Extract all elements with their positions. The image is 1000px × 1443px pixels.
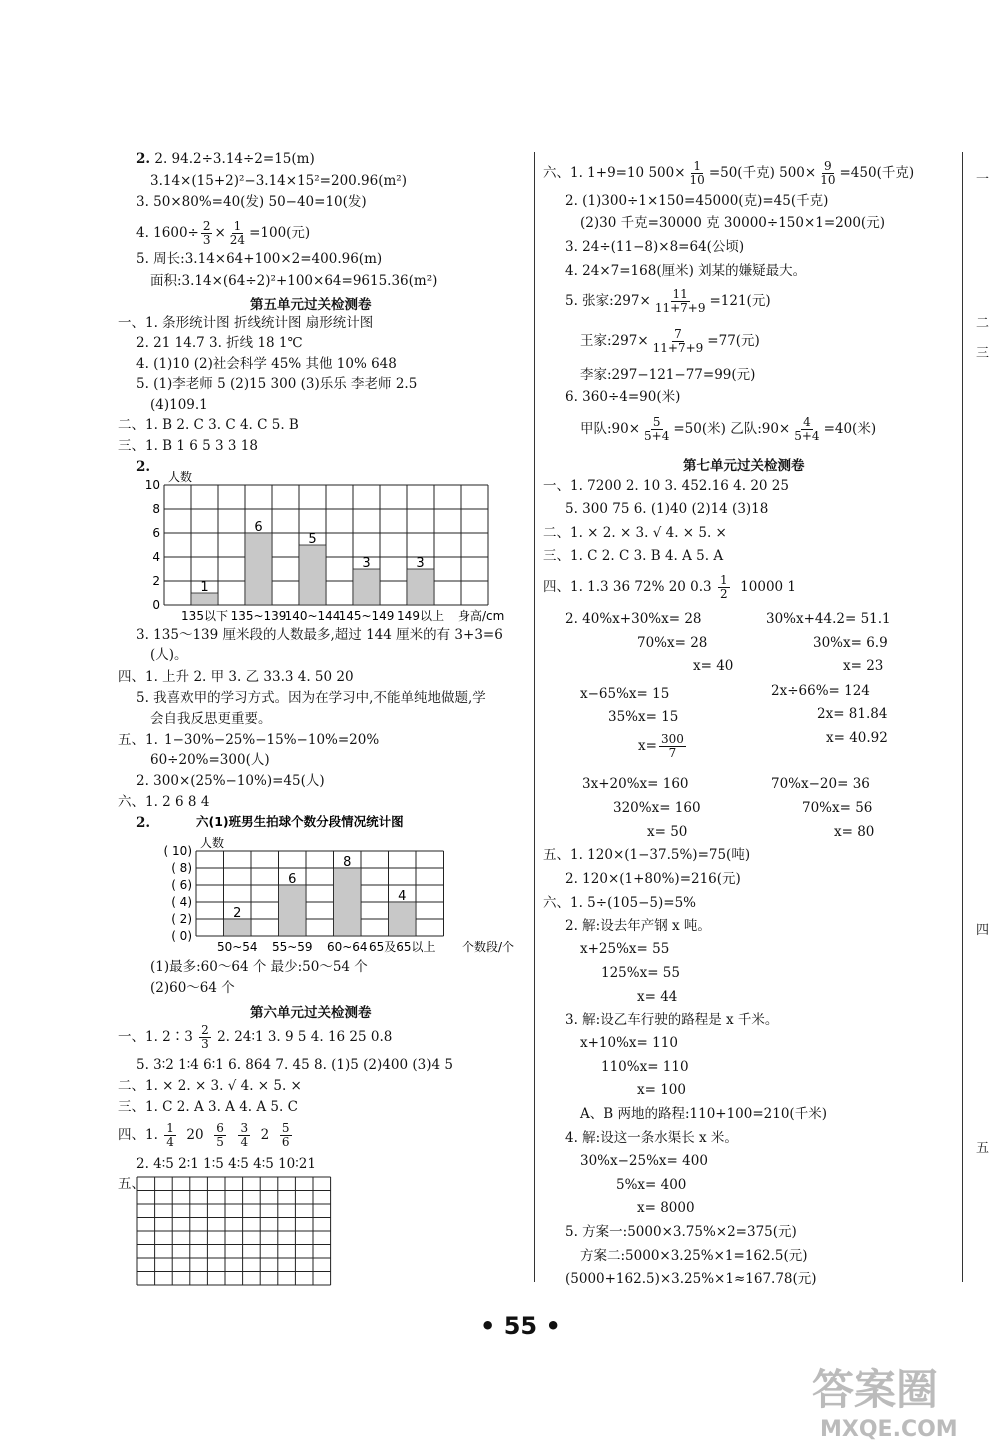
fraction: $\frac{4}{5+4}$ xyxy=(794,415,820,443)
bar xyxy=(407,569,434,605)
bar xyxy=(299,545,326,605)
answer-line: 4. (1)10 (2)社会科学 45% 其他 10% 648 xyxy=(136,356,397,372)
x-tick-label: 135~139 xyxy=(230,609,287,623)
fraction: $\frac{5}{5+4}$ xyxy=(644,415,670,443)
column-divider xyxy=(534,152,535,1282)
y-tick-label: ( 4) xyxy=(171,895,192,909)
answer-line: 3.14×(15+2)²−3.14×15²=200.96(m²) xyxy=(150,173,407,189)
equation: x= 23 xyxy=(843,658,884,674)
watermark-text-url: MXQE.COM xyxy=(820,1417,958,1442)
equation: 2x÷66%= 124 xyxy=(771,683,870,699)
equation: 70%x= 56 xyxy=(802,800,873,816)
equation: x= 50 xyxy=(647,824,688,840)
bar-value-label: 6 xyxy=(288,872,297,887)
fraction: $\frac{300}{7}$ xyxy=(660,732,684,760)
answer-line: (2)30 千克=30000 克 30000÷150×1=200(元) xyxy=(580,215,885,231)
side-marker: 四 xyxy=(976,923,990,938)
fraction: $\frac{1}{10}$ xyxy=(689,159,705,187)
fraction: $\frac{7}{11+7+9}$ xyxy=(652,327,704,355)
y-tick-label: ( 2) xyxy=(171,912,192,926)
y-tick-label: 6 xyxy=(152,526,160,540)
fraction: $\frac{2}{3}$ xyxy=(202,219,211,247)
section-title: 第五单元过关检测卷 xyxy=(250,297,372,313)
answer-line: 面积:3.14×(64÷2)²+100×64=9615.36(m²) xyxy=(150,273,438,289)
answer-line: 5. 周长:3.14×64+100×2=400.96(m) xyxy=(136,251,383,267)
equation: 110%x= 110 xyxy=(601,1059,689,1075)
x-tick-label: 149以上 xyxy=(397,609,444,623)
side-marker: 三 xyxy=(976,346,990,361)
bar-value-label: 5 xyxy=(308,532,317,547)
answer-line: 4. 24×7=168(厘米) 刘某的嫌疑最大。 xyxy=(565,263,807,279)
x-tick-label: 55~59 xyxy=(271,940,313,954)
answer-line: 王家:297× $\frac{7}{11+7+9}$ =77(元) xyxy=(580,327,760,355)
answer-line: 一、1. 2∶3 $\frac{2}{3}$ 2. 24∶1 3. 9 5 4. 16 25 0.8 xyxy=(118,1023,393,1051)
bar-value-label: 3 xyxy=(416,556,425,571)
fraction: $\frac{1}{2}$ xyxy=(719,573,728,601)
y-tick-label: 8 xyxy=(152,502,160,516)
bar-value-label: 8 xyxy=(343,855,352,870)
watermark-logo xyxy=(800,1350,1000,1443)
bar xyxy=(353,569,380,605)
fraction: $\frac{3}{4}$ xyxy=(240,1121,249,1149)
equation: x= 100 xyxy=(637,1082,686,1098)
fraction: $\frac{2}{3}$ xyxy=(201,1023,209,1051)
page-number: • 55 • xyxy=(480,1312,561,1340)
bar-value-label: 3 xyxy=(362,556,371,571)
y-tick-label: ( 0) xyxy=(171,929,192,943)
answer-line: 六、1. 5÷(105−5)=5% xyxy=(543,895,697,911)
answer-line: 5. 300 75 6. (1)40 (2)14 (3)18 xyxy=(565,501,769,517)
y-tick-label: 4 xyxy=(152,550,160,564)
answer-line: 3. 24÷(11−8)×8=64(公顷) xyxy=(565,239,745,255)
bar xyxy=(334,868,362,936)
y-axis-label: 人数 xyxy=(200,836,225,850)
equation: 30%x+44.2= 51.1 xyxy=(766,611,891,627)
fraction: $\frac{1}{4}$ xyxy=(166,1121,174,1149)
answer-line: 5. 张家:297× $\frac{11}{11+7+9}$ =121(元) xyxy=(565,287,771,315)
y-tick-label: 0 xyxy=(152,598,160,612)
equation: x−65%x= 15 xyxy=(580,686,670,702)
ball-bounce-bar-chart xyxy=(140,812,540,957)
answer-line: 4. 解:设这一条水渠长 x 米。 xyxy=(565,1130,738,1146)
bar xyxy=(279,885,307,936)
answer-line: 六、1. 2 6 8 4 xyxy=(118,794,210,810)
square-grid xyxy=(136,1175,336,1287)
answer-line: (5000+162.5)×3.25%×1≈167.78(元) xyxy=(565,1271,817,1287)
answer-line: 2. 2. 94.2÷3.14÷2=15(m) xyxy=(136,151,315,167)
answer-line: 会自我反思更重要。 xyxy=(150,711,272,727)
fraction: $\frac{6}{5}$ xyxy=(216,1121,224,1149)
answer-line: 三、1. C 2. A 3. A 4. A 5. C xyxy=(118,1099,298,1115)
equation: x= 44 xyxy=(637,989,678,1005)
equation: x= $\frac{300}{7}$ xyxy=(638,732,684,760)
answer-line: 五、1. 120×(1−37.5%)=75(吨) xyxy=(543,847,751,863)
y-axis-label: 人数 xyxy=(168,470,193,484)
equation: 30%x−25%x= 400 xyxy=(580,1153,708,1169)
x-tick-label: 60~64 xyxy=(326,940,368,954)
answer-line: 5. 3∶2 1∶4 6∶1 6. 864 7. 45 8. (1)5 (2)400 (3)4 5 xyxy=(136,1057,453,1073)
answer-line: 六、1. 1+9=10 500× $\frac{1}{10}$ =50(千克) 500× $\frac{9}{10}$ =450(千克) xyxy=(543,159,915,187)
side-marker: 二 xyxy=(976,316,990,331)
side-marker: 一 xyxy=(976,172,990,187)
equation: 2. 40%x+30%x= 28 xyxy=(565,611,702,627)
fraction: $\frac{9}{10}$ xyxy=(820,159,836,187)
answer-line: (2)60～64 个 xyxy=(150,980,235,996)
equation: 30%x= 6.9 xyxy=(813,635,888,651)
x-tick-label: 140~144 xyxy=(284,609,341,623)
answer-line: 二、1. B 2. C 3. C 4. C 5. B xyxy=(118,417,299,433)
answer-line: 一、1. 条形统计图 折线统计图 扇形统计图 xyxy=(118,315,374,331)
answer-line: 2. (1)300÷1×150=45000(克)=45(千克) xyxy=(565,193,829,209)
side-marker: 五 xyxy=(976,1141,990,1156)
y-tick-label: ( 8) xyxy=(171,861,192,875)
x-tick-label: 135以下 xyxy=(181,609,228,623)
equation: 70%x= 28 xyxy=(637,635,708,651)
answer-line: 6. 360÷4=90(米) xyxy=(565,389,681,405)
bar-value-label: 1 xyxy=(200,580,209,595)
section-title: 第七单元过关检测卷 xyxy=(683,458,805,474)
answer-line: 四、1. 1.3 36 72% 20 0.3 $\frac{1}{2}$ 10000 1 xyxy=(543,573,796,601)
y-tick-label: ( 10) xyxy=(163,844,192,858)
answer-line: 4. 1600÷ $\frac{2}{3}$ × $\frac{1}{24}$ =100(元) xyxy=(136,219,311,247)
bar-value-label: 6 xyxy=(254,520,263,535)
answer-line: (1)最多:60～64 个 最少:50～54 个 xyxy=(150,959,368,975)
answer-line: 二、1. × 2. × 3. √ 4. × 5. × xyxy=(543,525,727,541)
equation: 3x+20%x= 160 xyxy=(582,776,689,792)
equation: x= 8000 xyxy=(637,1200,695,1216)
answer-line: 5. 方案一:5000×3.75%×2=375(元) xyxy=(565,1224,797,1240)
bar-value-label: 2 xyxy=(233,906,242,921)
answer-line: 2. 解:设去年产钢 x 吨。 xyxy=(565,918,711,934)
answer-line: 四、1. $\frac{1}{4}$ 20 $\frac{6}{5}$ $\frac{3}{4}$ 2 $\frac{5}{6}$ xyxy=(118,1121,290,1149)
x-axis-label: 身高/cm xyxy=(458,609,505,623)
margin-line xyxy=(962,152,963,1282)
bar xyxy=(245,533,272,605)
answer-line: 5. (1)李老师 5 (2)15 300 (3)乐乐 李老师 2.5 xyxy=(136,376,418,392)
section-title: 第六单元过关检测卷 xyxy=(250,1005,372,1021)
answer-line: 1−30%−25%−15%−10%=20% xyxy=(164,732,380,748)
answer-line: 60÷20%=300(人) xyxy=(150,752,270,768)
x-tick-label: 65及65以上 xyxy=(368,940,436,954)
answer-line: (人)。 xyxy=(150,647,188,663)
fraction: $\frac{5}{6}$ xyxy=(281,1121,290,1149)
answer-line: 一、1. 7200 2. 10 3. 452.16 4. 20 25 xyxy=(543,478,789,494)
answer-line: 甲队:90× $\frac{5}{5+4}$ =50(米) 乙队:90× $\frac{4}{5+4}$ =40(米) xyxy=(580,415,877,443)
equation: x= 80 xyxy=(834,824,875,840)
chart-title: 六(1)班男生拍球个数分段情况统计图 xyxy=(196,814,404,829)
answer-line: (4)109.1 xyxy=(150,397,208,413)
answer-line: 三、1. B 1 6 5 3 3 18 xyxy=(118,438,258,454)
answer-line: 2. 300×(25%−10%)=45(人) xyxy=(136,773,325,789)
answer-line: 5. 我喜欢甲的学习方式。因为在学习中,不能单纯地做题,学 xyxy=(136,690,486,706)
equation: x= 40.92 xyxy=(826,730,888,746)
equation: 5%x= 400 xyxy=(616,1177,687,1193)
fraction: $\frac{1}{24}$ xyxy=(229,219,246,247)
bar xyxy=(224,919,252,936)
answer-line: 2. 21 14.7 3. 折线 18 1℃ xyxy=(136,335,303,351)
answer-line: 五、1. xyxy=(118,732,158,748)
answer-line: 2. 4∶5 2∶1 1∶5 4∶5 4∶5 10∶21 xyxy=(136,1156,316,1172)
equation: x= 40 xyxy=(693,658,734,674)
bar xyxy=(389,902,417,936)
x-axis-label: 个数段/个 xyxy=(462,940,515,954)
answer-line: 2. 120×(1+80%)=216(元) xyxy=(565,871,741,887)
watermark-text-main: 答案圈 xyxy=(812,1365,939,1414)
answer-line: 3. 解:设乙车行驶的路程是 x 千米。 xyxy=(565,1012,779,1028)
bar-value-label: 4 xyxy=(398,889,407,904)
answer-line: 2. xyxy=(136,459,151,475)
fraction: $\frac{11}{11+7+9}$ xyxy=(654,287,706,315)
equation: x+10%x= 110 xyxy=(580,1035,678,1051)
x-tick-label: 50~54 xyxy=(216,940,258,954)
answer-line: 三、1. C 2. C 3. B 4. A 5. A xyxy=(543,548,724,564)
answer-line: 3. 50×80%=40(发) 50−40=10(发) xyxy=(136,194,367,210)
y-tick-label: 2 xyxy=(152,574,160,588)
equation: 35%x= 15 xyxy=(608,709,679,725)
height-bar-chart xyxy=(140,455,520,627)
answer-line: 李家:297−121−77=99(元) xyxy=(580,367,756,383)
answer-line: 3. 135～139 厘米段的人数最多,超过 144 厘米的有 3+3=6 xyxy=(136,627,503,643)
answer-line: 四、1. 上升 2. 甲 3. 乙 33.3 4. 50 20 xyxy=(118,669,354,685)
y-tick-label: ( 6) xyxy=(171,878,192,892)
answer-line: 二、1. × 2. × 3. √ 4. × 5. × xyxy=(118,1078,302,1094)
answer-line: 2. xyxy=(136,815,151,831)
answer-line: 方案二:5000×3.25%×1=162.5(元) xyxy=(580,1248,808,1264)
equation: x+25%x= 55 xyxy=(580,941,670,957)
answer-line: 五、 xyxy=(118,1176,145,1192)
x-tick-label: 145~149 xyxy=(338,609,395,623)
answer-line: A、B 两地的路程:110+100=210(千米) xyxy=(580,1106,827,1122)
equation: 70%x−20= 36 xyxy=(771,776,870,792)
equation: 2x= 81.84 xyxy=(817,706,888,722)
y-tick-label: 10 xyxy=(144,478,160,492)
equation: 125%x= 55 xyxy=(601,965,680,981)
equation: 320%x= 160 xyxy=(613,800,701,816)
